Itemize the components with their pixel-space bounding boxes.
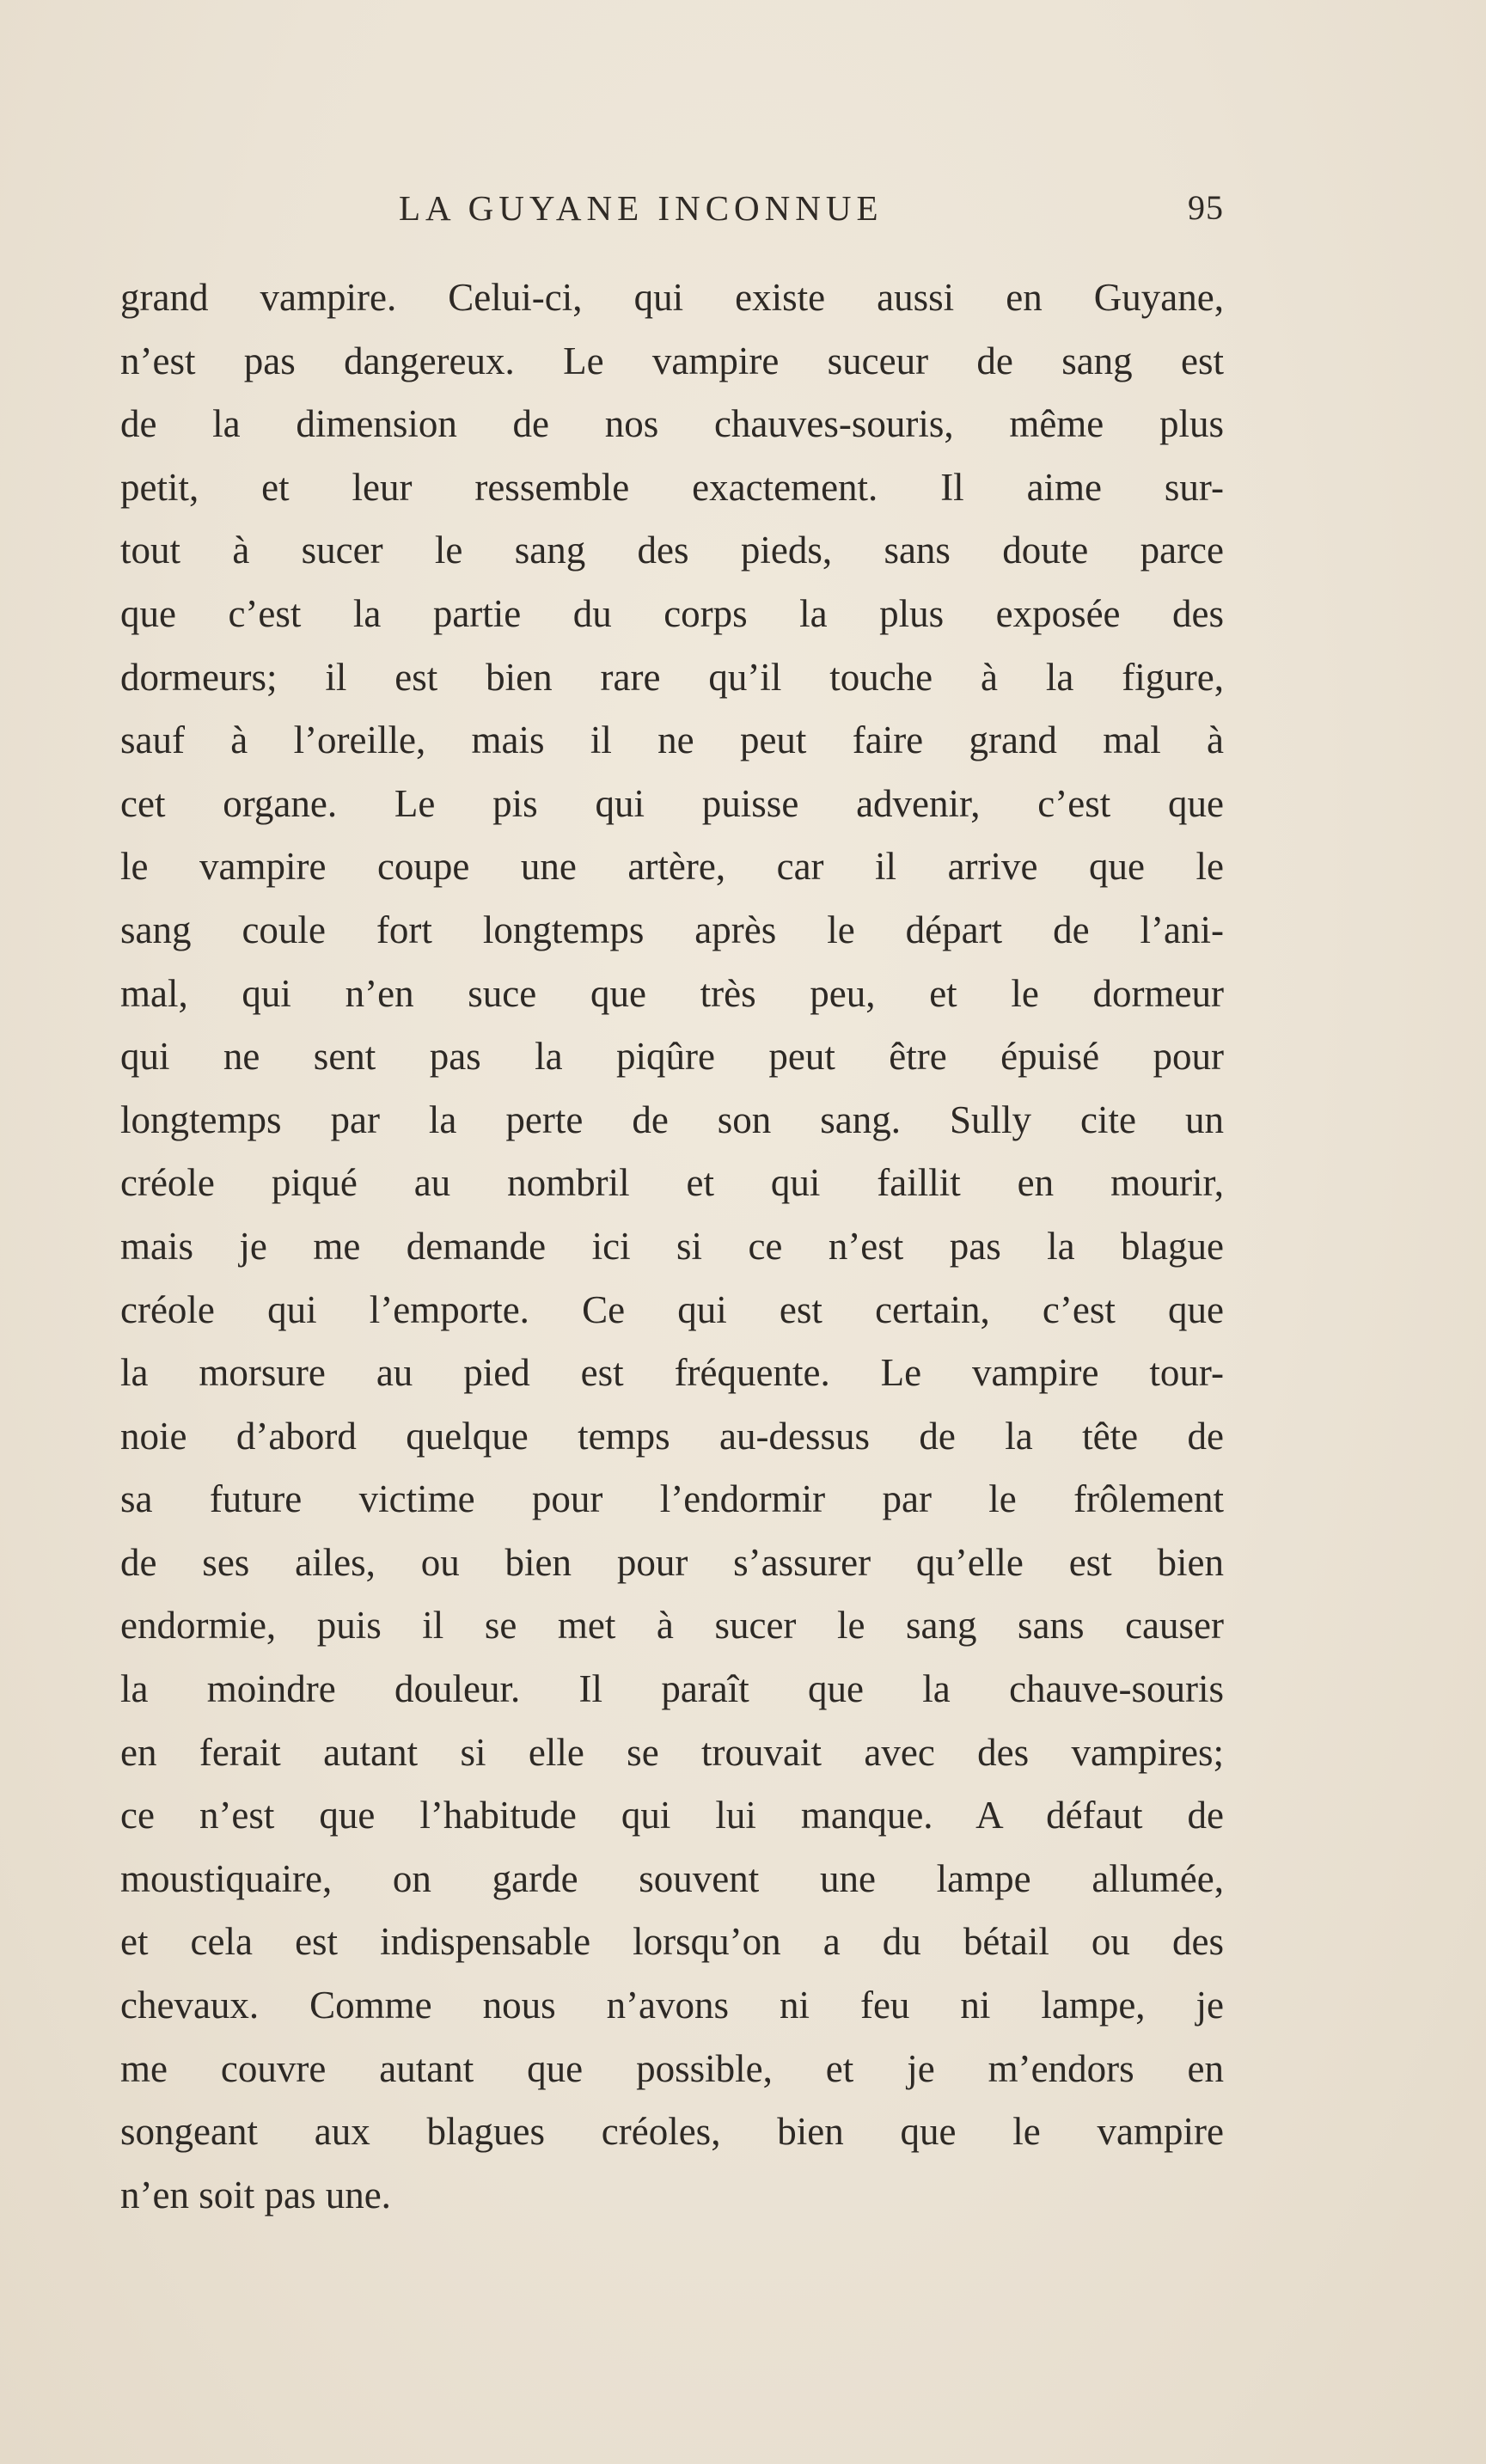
text-line: de la dimension de nos chauves-souris, même plus [120,402,1224,446]
text-line: en ferait autant si elle se trouvait avec des vampires; [120,1730,1224,1774]
text-line: sa future victime pour l’endormir par le frôlement [120,1477,1224,1521]
page-number: 95 [1188,188,1224,227]
text-line: longtemps par la perte de son sang. Sully cite un [120,1097,1224,1141]
text-line: le vampire coupe une artère, car il arrive que le [120,845,1224,889]
text-line: créole qui l’emporte. Ce qui est certain, c’est que [120,1287,1224,1331]
text-line: ce n’est que l’habitude qui lui manque. A défaut de [120,1794,1224,1837]
text-line: et cela est indispensable lorsqu’on a du bétail ou des [120,1920,1224,1964]
text-line: que c’est la partie du corps la plus exposée des [120,591,1224,635]
text-line: mal, qui n’en suce que très peu, et le dormeur [120,971,1224,1015]
body-text [120,266,1224,2227]
text-line: n’en soit pas une. [120,2173,391,2216]
text-line: la moindre douleur. Il paraît que la chauve-souris [120,1667,1224,1711]
text-line: chevaux. Comme nous n’avons ni feu ni lampe, je [120,1984,1224,2027]
text-line: mais je me demande ici si ce n’est pas la blague [120,1224,1224,1268]
text-line: la morsure au pied est fréquente. Le vampire tour- [120,1351,1224,1395]
text-line: créole piqué au nombril et qui faillit en mourir, [120,1161,1224,1205]
text-line: me couvre autant que possible, et je m’endors en [120,2046,1224,2090]
text-line: sang coule fort longtemps après le départ de l’ani- [120,908,1224,951]
text-line: de ses ailes, ou bien pour s’assurer qu’elle est bien [120,1540,1224,1584]
text-line: cet organe. Le pis qui puisse advenir, c’est que [120,781,1224,825]
text-line: moustiquaire, on garde souvent une lampe allumée, [120,1856,1224,1900]
text-line: endormie, puis il se met à sucer le sang sans causer [120,1604,1224,1648]
text-line: dormeurs; il est bien rare qu’il touche à la figure, [120,655,1224,699]
text-line: songeant aux blagues créoles, bien que le vampire [120,2110,1224,2154]
text-line: noie d’abord quelque temps au-dessus de la tête de [120,1414,1224,1458]
page-header [120,187,1224,239]
text-line: tout à sucer le sang des pieds, sans doute parce [120,529,1224,572]
text-line: grand vampire. Celui-ci, qui existe aussi en Guyane, [120,276,1224,319]
text-line: sauf à l’oreille, mais il ne peut faire grand mal à [120,718,1224,762]
text-line: qui ne sent pas la piqûre peut être épuisé pour [120,1035,1224,1079]
text-line: n’est pas dangereux. Le vampire suceur de sang est [120,339,1224,382]
running-title: LA GUYANE INCONNUE [399,188,884,228]
text-line: petit, et leur ressemble exactement. Il aime sur- [120,465,1224,509]
